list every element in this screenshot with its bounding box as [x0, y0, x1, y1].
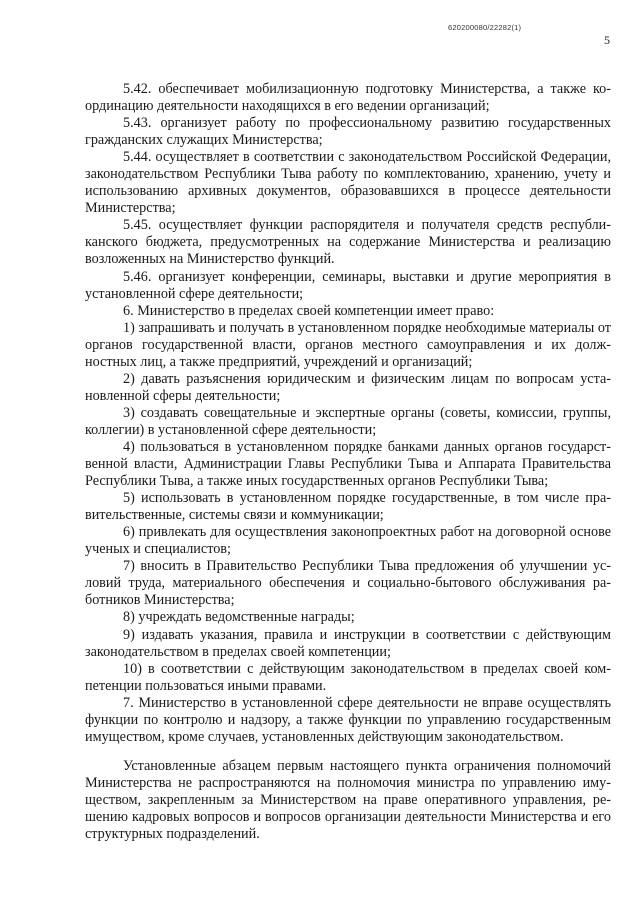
page-number: 5 — [604, 33, 610, 47]
paragraph-6-3: 3) создавать совещательные и экспертные органы (советы, комиссии, группы, коллегии) в установленной сфере деятельности; — [85, 404, 611, 438]
paragraph-7: 7. Министерство в установленной сфере деятельности не вправе осуществлять функции по контролю и надзору, а также функции по управлению государственным имуществом, кроме случаев, установленных действующим законодательством. — [85, 694, 611, 745]
document-id: 620200080/22282(1) — [448, 23, 522, 32]
paragraph-6-1: 1) запрашивать и получать в установленном порядке необходимые материалы от органов государственной власти, органов местного самоуправления и их должностных лиц, а также предприятий, учреждений и организаций; — [85, 319, 611, 370]
paragraph-6-2: 2) давать разъяснения юридическим и физическим лицам по вопросам установленной сферы деятельности; — [85, 370, 611, 404]
paragraph-5-46: 5.46. организует конференции, семинары, выставки и другие мероприятия в установленной сфере деятельности; — [85, 268, 611, 302]
paragraph-5-43: 5.43. организует работу по профессиональному развитию государственных гражданских служащих Министерства; — [85, 115, 611, 149]
paragraph-6-6: 6) привлекать для осуществления законопроектных работ на договорной основе ученых и специалистов; — [85, 524, 611, 558]
paragraph-7-restrictions: Установленные абзацем первым настоящего пункта ограничения полномочий Министерства не распространяются на полномочия министра по управлению имуществом, закрепленным за Министерством на праве оперативного управления, решению кадровых вопросов и вопросов организации деятельности Министерства и его структурных подразделений. — [85, 757, 611, 843]
paragraph-6-8: 8) учреждать ведомственные награды; — [123, 609, 355, 626]
paragraph-6-9: 9) издавать указания, правила и инструкции в соответствии с действующим законодательством в пределах своей компетенции; — [85, 626, 611, 660]
paragraph-5-45: 5.45. осуществляет функции распорядителя и получателя средств республиканского бюджета, предусмотренных на содержание Министерства и реализацию возложенных на Министерство функций. — [85, 217, 611, 268]
paragraph-6-heading: 6. Министерство в пределах своей компетенции имеет право: — [123, 302, 495, 319]
paragraph-6-10: 10) в соответствии с действующим законодательством в пределах своей компетенции пользоваться иными правами. — [85, 660, 611, 694]
paragraph-6-5: 5) использовать в установленном порядке государственные, в том числе правительственные, системы связи и коммуникации; — [85, 490, 611, 524]
document-body — [85, 81, 611, 843]
paragraph-6-7: 7) вносить в Правительство Республики Тыва предложения об улучшении условий труда, материального обеспечения и социально-бытового обслуживания работников Министерства; — [85, 558, 611, 609]
paragraph-5-42: 5.42. обеспечивает мобилизационную подготовку Министерства, а также координацию деятельности находящихся в его ведении организаций; — [85, 81, 611, 115]
paragraph-5-44: 5.44. осуществляет в соответствии с законодательством Российской Федерации, законодательством Республики Тыва работу по комплектованию, хранению, учету и использованию архивных документов, образовавшихся в процессе деятельности Министерства; — [85, 149, 611, 217]
paragraph-6-4: 4) пользоваться в установленном порядке банками данных органов государственной власти, Администрации Главы Республики Тыва и Аппарата Правительства Республики Тыва, а также иных государственных органов Республики Тыва; — [85, 438, 611, 490]
